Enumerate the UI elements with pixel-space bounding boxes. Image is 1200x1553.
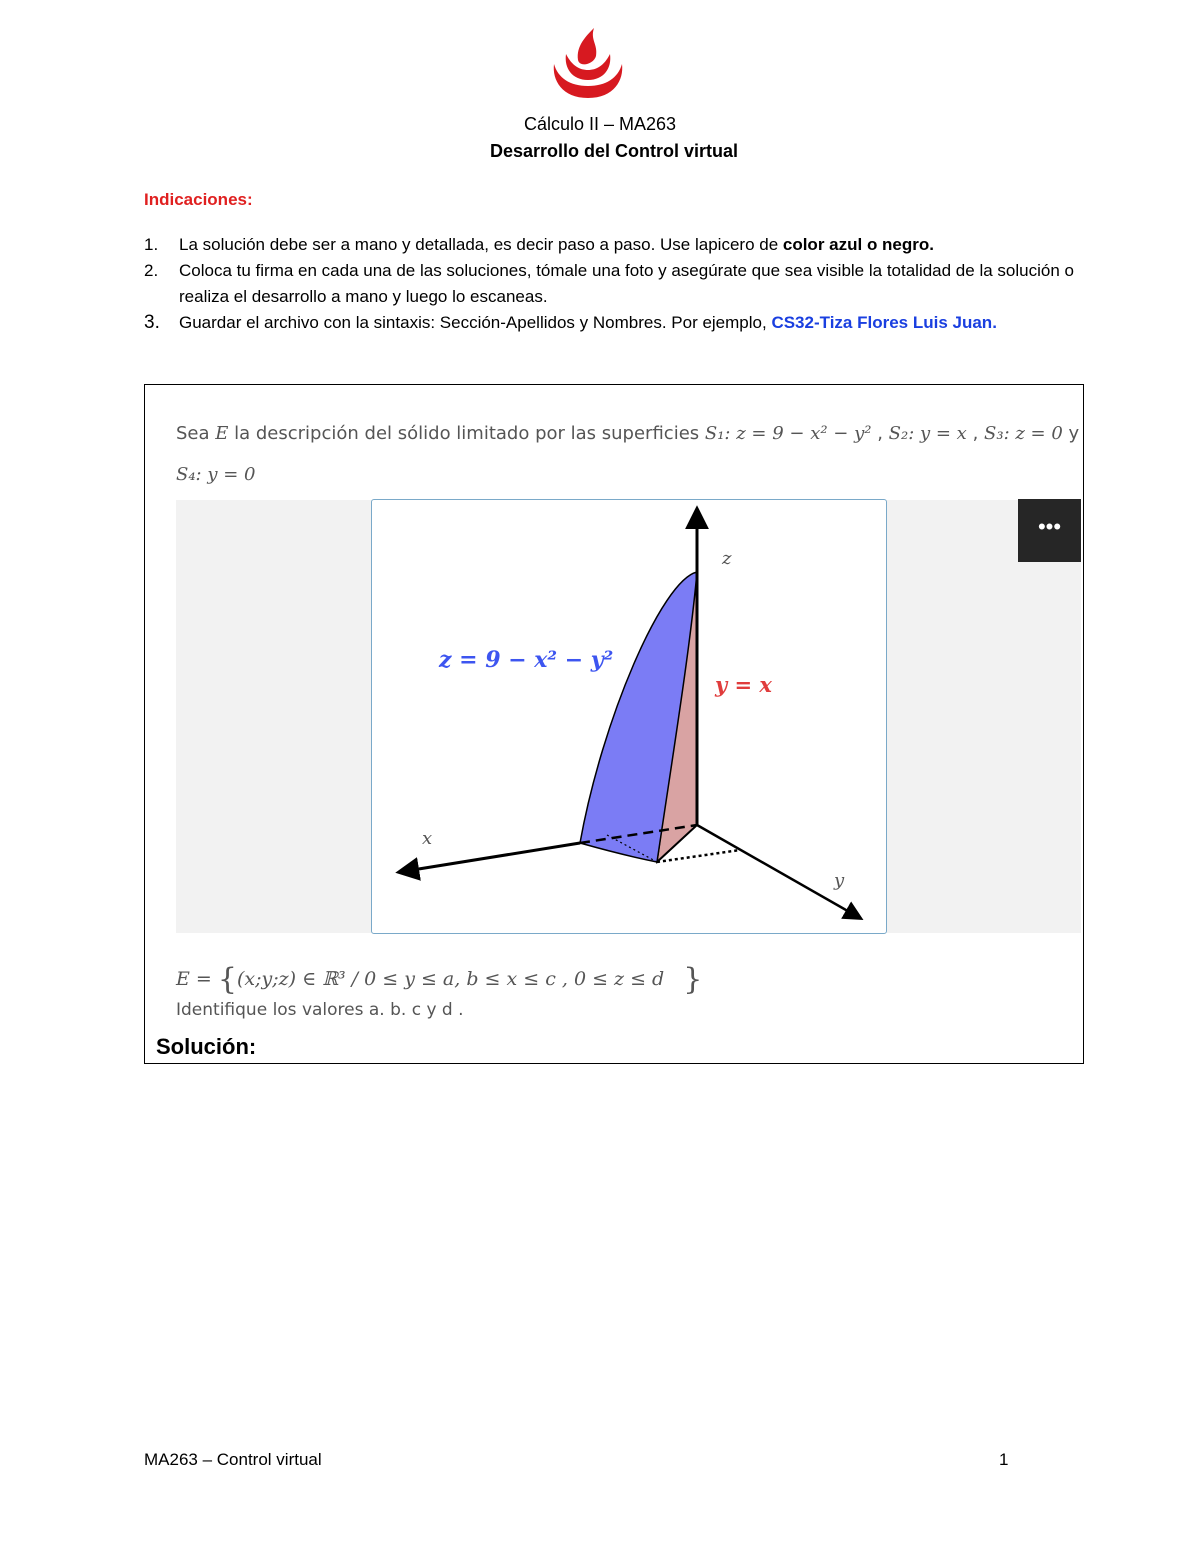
problem-statement-2 <box>176 464 255 485</box>
page-number: 1 <box>999 1450 1009 1469</box>
list-item <box>144 310 1094 336</box>
filename-example: CS32-Tiza Flores Luis Juan. <box>771 313 997 332</box>
surface-s4: S₄: y = 0 <box>176 464 256 485</box>
label-z: z <box>722 548 732 569</box>
list-number: 2. <box>144 261 159 280</box>
set-conditions: (x;y;z) ∈ ℝ³ / 0 ≤ y ≤ a, b ≤ x ≤ c , 0 ≤ z ≤ d <box>236 968 665 990</box>
statement-text: la descripción del sólido limitado por las superficies <box>228 423 705 444</box>
problem-statement: Sea E la descripción del sólido limitado por las superficies S₁: z = 9 − x² − y² , S₂: y = x , S₃: z = 0 y <box>176 423 1080 444</box>
solid-figure <box>371 499 887 934</box>
identify-instruction: Identifique los valores a. b. c y d . <box>176 1000 464 1020</box>
solid-symbol: E <box>215 423 229 444</box>
more-options-button[interactable]: ••• <box>1018 499 1081 562</box>
course-title: Cálculo II – MA263 <box>523 114 677 134</box>
conjunction: y <box>1068 423 1080 444</box>
solid-3d-diagram <box>372 500 886 933</box>
set-definition <box>176 962 702 997</box>
list-emphasis: color azul o negro. <box>782 235 934 254</box>
statement-text: Sea <box>176 423 216 444</box>
instructions-list <box>144 232 1094 336</box>
close-brace: } <box>664 962 703 997</box>
surface-s2: S₂: y = x <box>888 423 967 444</box>
list-text: Coloca tu firma en cada una de las soluciones, tómale una foto y asegúrate que sea visible la totalidad de la solución o realiza el desarrollo a mano y luego lo escaneas. <box>179 261 1074 306</box>
list-text: La solución debe ser a mano y detallada, es decir paso a paso. Use lapicero de <box>179 235 783 254</box>
list-number: 3. <box>144 312 160 333</box>
list-number: 1. <box>144 235 159 254</box>
university-logo <box>548 22 628 102</box>
list-text: Guardar el archivo con la sintaxis: Sección-Apellidos y Nombres. Por ejemplo, <box>179 313 772 332</box>
instructions-heading: Indicaciones: <box>144 190 253 209</box>
list-item <box>144 232 1094 258</box>
label-surface: z = 9 − x² − y² <box>439 647 614 673</box>
set-symbol: E = <box>176 968 212 990</box>
surface-s3: S₃: z = 0 <box>984 423 1063 444</box>
surface-s1: S₁: z = 9 − x² − y² <box>704 423 872 444</box>
footer-course: MA263 – Control virtual <box>144 1450 322 1469</box>
document-subtitle: Desarrollo del Control virtual <box>489 141 739 161</box>
label-y: y <box>834 870 845 891</box>
label-x: x <box>422 828 433 849</box>
open-brace: { <box>217 962 237 997</box>
solution-label: Solución: <box>156 1034 257 1059</box>
list-item <box>144 258 1094 310</box>
label-plane: y = x <box>715 672 772 697</box>
